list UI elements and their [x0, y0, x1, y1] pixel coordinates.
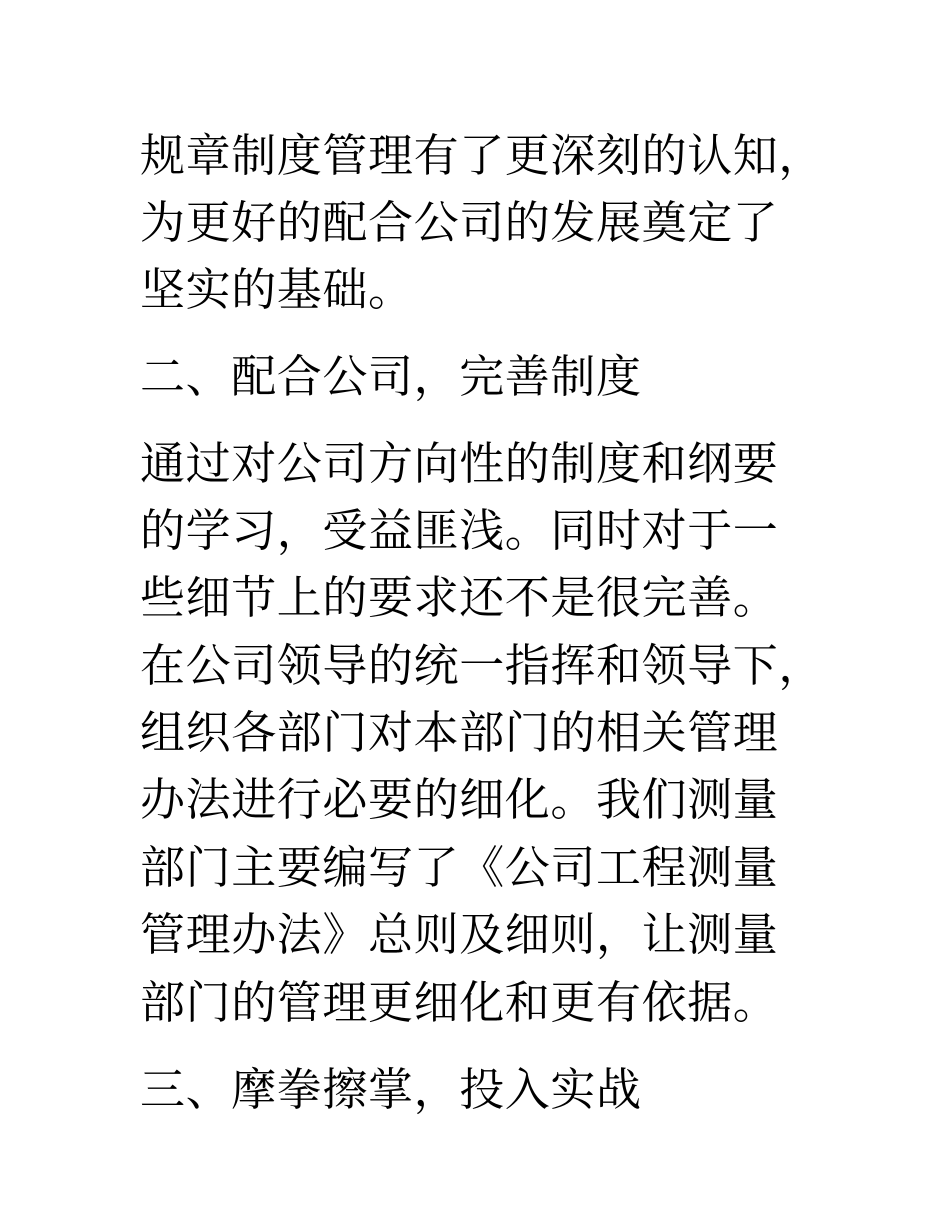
paragraph-line: 部门的管理更细化和更有依据。: [140, 976, 779, 1029]
section-heading-3: 三、摩拳擦掌，投入实战: [140, 1063, 642, 1116]
paragraph-line: 坚实的基础。: [140, 263, 414, 316]
paragraph-line: 管理办法》总则及细则，让测量: [140, 908, 779, 961]
paragraph-line: 规章制度管理有了更深刻的认知，: [140, 129, 825, 182]
paragraph-line: 在公司领导的统一指挥和领导下，: [140, 639, 825, 692]
paragraph-line: 的学习，受益匪浅。同时对于一: [140, 504, 779, 557]
paragraph-line: 部门主要编写了《公司工程测量: [140, 841, 779, 894]
paragraph-line: 组织各部门对本部门的相关管理: [140, 706, 779, 759]
paragraph-line: 为更好的配合公司的发展奠定了: [140, 196, 779, 249]
paragraph-line: 通过对公司方向性的制度和纲要: [140, 437, 779, 490]
section-heading-2: 二、配合公司，完善制度: [140, 350, 642, 403]
paragraph-line: 些细节上的要求还不是很完善。: [140, 571, 779, 624]
paragraph-line: 办法进行必要的细化。我们测量: [140, 773, 779, 826]
